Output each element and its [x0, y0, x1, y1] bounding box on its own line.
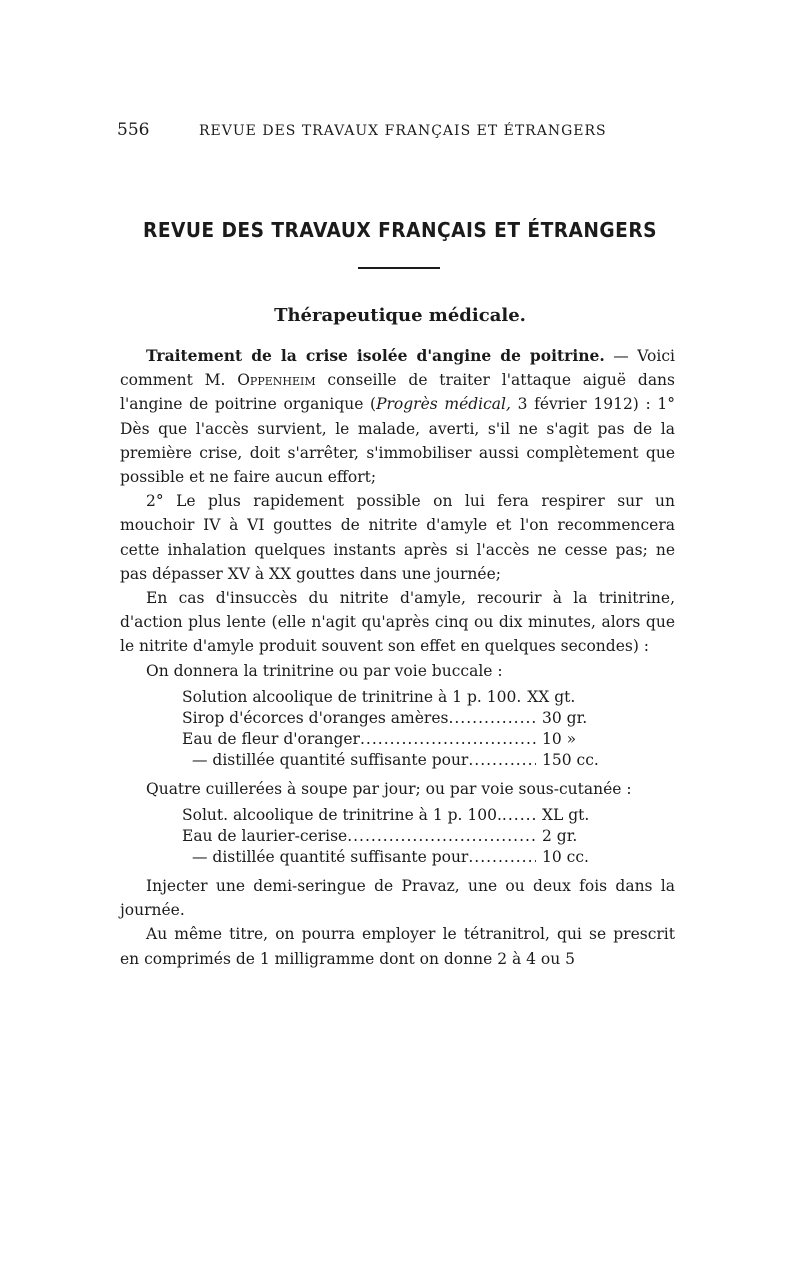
formula-oral [182, 687, 622, 771]
paragraph-1 [120, 344, 675, 489]
leader-dots [347, 826, 536, 847]
leader-dots [360, 729, 536, 750]
formula-row [182, 750, 622, 771]
article-body [120, 344, 675, 971]
running-header [117, 120, 677, 140]
article-heading: Traitement de la crise isolée d'angine de poitrine. [146, 346, 605, 365]
leader-dots [502, 805, 536, 826]
formula-subcutaneous [182, 805, 622, 868]
running-title: REVUE DES TRAVAUX FRANÇAIS ET ÉTRANGERS [199, 123, 607, 139]
paragraph-6: Injecter une demi-seringue de Pravaz, une ou deux fois dans la journée. [120, 877, 675, 920]
formula-ingredient: Eau de laurier-cerise [182, 827, 348, 846]
title-divider [358, 267, 440, 269]
paragraph-1-text-b: conseille de traiter l'attaque aiguë dans l'angine de poitrine organique ( [120, 371, 675, 414]
formula-quantity: 150 cc. [542, 750, 599, 769]
paragraph-1-text-a: — Voici comment M. [120, 347, 675, 390]
author-name: Oppenheim [237, 371, 316, 390]
leader-dots [468, 750, 536, 771]
paragraph-3: En cas d'insuccès du nitrite d'amyle, recourir à la trinitrine, d'action plus lente (elle n'agit qu'après cinq ou dix minutes, alors que le nitrite d'amyle produit souvent son effet en quelques secondes) : [120, 589, 675, 656]
formula-quantity: 30 gr. [542, 708, 588, 727]
formula-quantity: XX gt. [527, 687, 576, 706]
subsection-title: Thérapeutique médicale. [274, 305, 526, 326]
formula-ingredient: — distillée quantité suffisante pour [192, 750, 469, 769]
paragraph-7: Au même titre, on pourra employer le tétranitrol, qui se prescrit en comprimés de 1 milligramme dont on donne 2 à 4 ou 5 [120, 925, 675, 968]
formula-quantity: 10 » [542, 729, 577, 748]
section-title: REVUE DES TRAVAUX FRANÇAIS ET ÉTRANGERS [143, 218, 657, 242]
paragraph-5: Quatre cuillerées à soupe par jour; ou par voie sous-cutanée : [146, 779, 632, 798]
paragraph-1-text-c: 3 février 1912) : 1° Dès que l'accès survient, le malade, averti, s'il ne s'agit pas de la première crise, doit s'arrêter, s'immobiliser aussi complètement que possible et ne faire aucun effort; [120, 395, 675, 487]
paragraph-4: On donnera la trinitrine ou par voie buccale : [146, 661, 503, 680]
formula-ingredient: — distillée quantité suffisante pour [192, 848, 469, 867]
formula-row [182, 687, 622, 708]
formula-row [182, 826, 622, 847]
formula-quantity: XL gt. [542, 806, 590, 825]
formula-row [182, 805, 622, 826]
page-number: 556 [117, 120, 150, 140]
paragraph-2: 2° Le plus rapidement possible on lui fera respirer sur un mouchoir IV à VI gouttes de nitrite d'amyle et l'on recommencera cette inhalation quelques instants après si l'accès ne cesse pas; ne pas dépasser XV à XX gouttes dans une journée; [120, 492, 675, 583]
leader-dots [448, 708, 536, 729]
formula-quantity: 10 cc. [542, 848, 589, 867]
journal-name: Progrès médical, [376, 395, 511, 414]
formula-ingredient: Sirop d'écorces d'oranges amères [182, 708, 449, 727]
formula-ingredient: Solution alcoolique de trinitrine à 1 p. 100. [182, 687, 522, 706]
formula-row [182, 708, 622, 729]
formula-row [182, 847, 622, 868]
leader-dots [468, 847, 536, 868]
formula-ingredient: Solut. alcoolique de trinitrine à 1 p. 100. [182, 806, 502, 825]
formula-quantity: 2 gr. [542, 827, 578, 846]
formula-ingredient: Eau de fleur d'oranger [182, 729, 360, 748]
formula-row [182, 729, 622, 750]
